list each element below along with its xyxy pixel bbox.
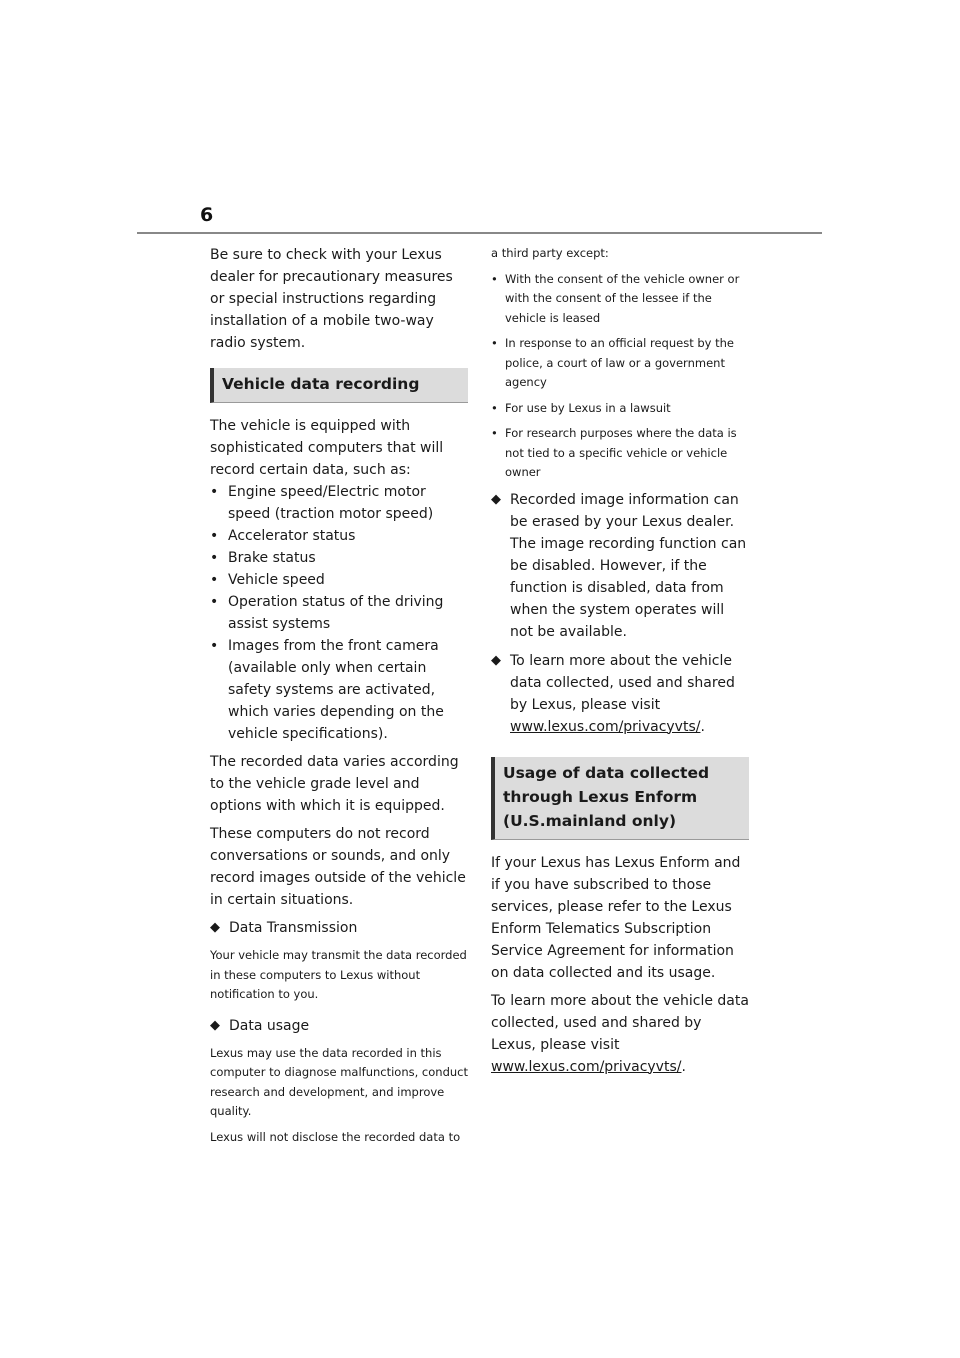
section-heading-lexus-enform: Usage of data collected through Lexus Enform (U.S.mainland only) (491, 757, 749, 840)
list-item: • In response to an official request by the police, a court of law or a government agency (491, 336, 734, 389)
grade-level-text: The recorded data varies according to the vehicle grade level and options with which it is equipped. (210, 754, 459, 814)
list-item: • Accelerator status (210, 528, 356, 544)
header-rule (137, 232, 822, 234)
disclosure-exceptions-list (491, 270, 749, 483)
list-item: • Operation status of the driving assist systems (210, 594, 444, 632)
list-item: • With the consent of the vehicle owner or with the consent of the lessee if the vehicle is leased (491, 271, 740, 325)
recorded-data-list (210, 481, 468, 745)
left-column (210, 244, 468, 1153)
privacy-link-2[interactable]: www.lexus.com/privacyvts/ (491, 1058, 682, 1075)
diamond-bullet-icon: ◆ (491, 652, 501, 668)
disclosure-text: Lexus will not disclose the recorded data to (210, 1129, 461, 1144)
no-conversations-text: These computers do not record conversations or sounds, and only record images outside of the vehicle in certain situations. (210, 826, 466, 908)
diamond-bullet-icon: ◆ (491, 491, 501, 507)
diamond-bullet-icon: ◆ (210, 920, 220, 935)
learn-more-text: To learn more about the vehicle data collected, used and shared by Lexus, please visit www.lexus.com/privacyvts/. (491, 992, 749, 1075)
section-heading-vehicle-data-recording: Vehicle data recording (210, 368, 468, 403)
disclosure-continued: a third party except: (491, 246, 609, 260)
learn-more-item: ◆ To learn more about the vehicle data collected, used and shared by Lexus, please visit www.lexus.com/privacyvts/. (491, 650, 749, 738)
privacy-link[interactable]: www.lexus.com/privacyvts/ (510, 718, 701, 735)
radio-notice: Be sure to check with your Lexus dealer for precautionary measures or special instructions regarding installation of a mobile two-way radio system. (210, 247, 453, 351)
list-item: • Engine speed/Electric motor speed (traction motor speed) (210, 484, 434, 522)
list-item: • Images from the front camera (available only when certain safety systems are activated, which varies depending on the vehicle specifications). (210, 638, 444, 742)
recording-intro: The vehicle is equipped with sophisticated computers that will record certain data, such as: (210, 418, 444, 478)
page-number: 6 (200, 204, 214, 226)
right-column (491, 244, 749, 1084)
data-transmission-text: Your vehicle may transmit the data recorded in these computers to Lexus without notification to you. (210, 948, 467, 1001)
list-item: • For use by Lexus in a lawsuit (491, 400, 671, 415)
data-usage-item: ◆ Data usage (210, 1015, 468, 1037)
data-usage-text: Lexus may use the data recorded in this computer to diagnose malfunctions, conduct research and development, and improve quality. (210, 1045, 468, 1118)
list-item: • Brake status (210, 550, 316, 566)
image-erase-item: ◆ Recorded image information can be erased by your Lexus dealer. The image recording function can be disabled. However, if the function is disabled, data from when the system operates will not be available. (491, 489, 749, 643)
list-item: • For research purposes where the data is not tied to a specific vehicle or vehicle owner (491, 426, 737, 479)
data-transmission-item: ◆ Data Transmission (210, 917, 468, 939)
image-recording-disable-text: The image recording function can be disabled. However, if the function is disabled, data from when the system operates will not be available. (510, 535, 747, 640)
enform-text: If your Lexus has Lexus Enform and if you have subscribed to those services, please refer to the Lexus Enform Telematics Subscription Service Agreement for information on data collected and its usage. (491, 854, 741, 981)
diamond-bullet-icon: ◆ (210, 1017, 220, 1033)
list-item: • Vehicle speed (210, 572, 325, 588)
